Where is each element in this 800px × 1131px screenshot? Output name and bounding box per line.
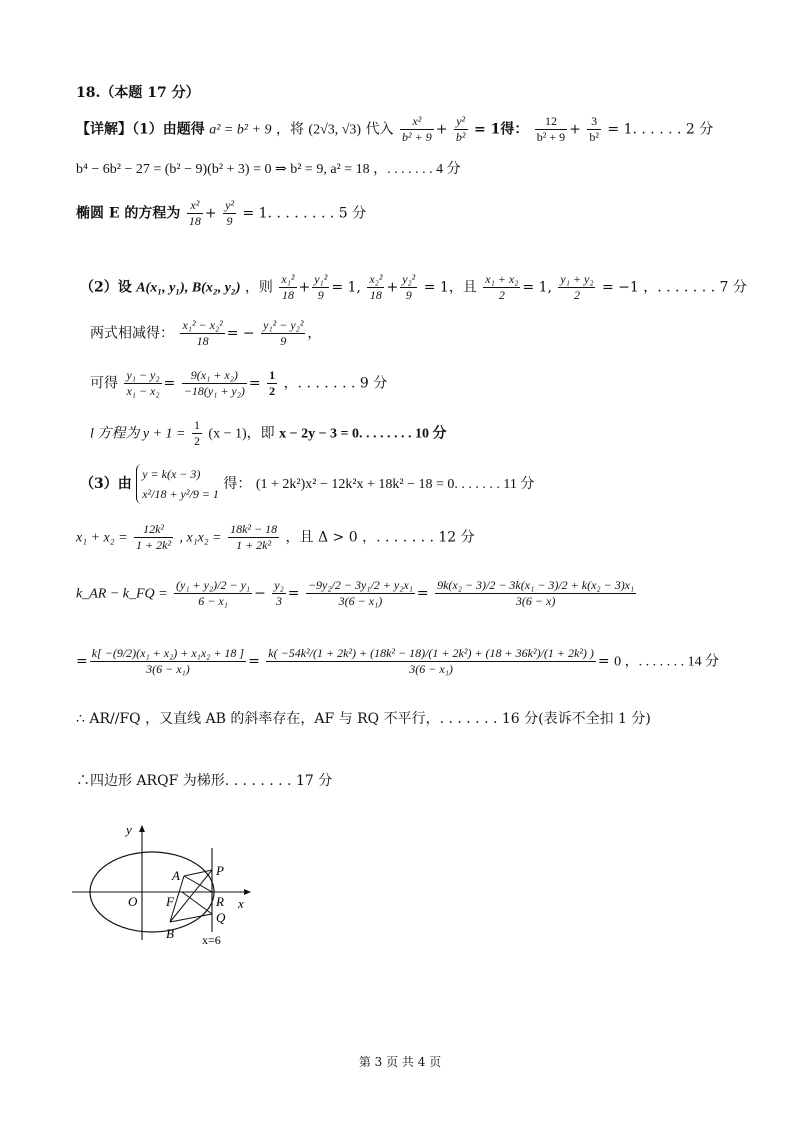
- score-7: = −1 ，. . . . . . . 7 分: [601, 279, 747, 296]
- label-O: O: [128, 894, 138, 909]
- segment-BQ: [170, 914, 212, 922]
- line-l-equation: l 方程为 y + 1 =: [90, 426, 186, 442]
- fraction: $\frac{\text{y₂}}{3}$: [274, 578, 284, 608]
- product-label: , x₁x₂ =: [179, 530, 222, 546]
- fraction: $\frac{\text{k[ −(9/2)(x₁ + x₂) + x₁x₂ + 18 ]}}{\text{3(6 − x₁)}}$: [91, 646, 245, 676]
- y-axis-arrow: [139, 825, 145, 832]
- fraction: $\frac{\text{9k(x₂ − 3)/2 − 3k(x₁ − 3)/2 + k(x₂ − 3)x₁}}{3(6 - x)}$: [437, 578, 635, 608]
- label-x: x: [238, 896, 244, 911]
- label-Q: Q: [216, 910, 226, 925]
- relation: a² = b² + 9: [209, 122, 272, 138]
- label-F: F: [166, 894, 174, 909]
- fraction: $\frac{\text{y₂²}}{9}$: [402, 272, 416, 302]
- label-P: P: [216, 863, 224, 878]
- part1-line3: 椭圆 E 的方程为 $\frac{\text{x²}}{18}$ + $\frac{\text{y²}}{9}$ = 1. . . . . . . . 5 分: [76, 198, 367, 228]
- part3-line5: ∴ AR//FQ ，又直线 AB 的斜率存在，AF 与 RQ 不平行，. . . . . . . 16 分(表诉不全扣 1 分): [76, 711, 651, 727]
- equation-system: y = k(x − 3) x²/18 + y²/9 = 1: [136, 464, 219, 504]
- fraction: $\frac{\text{y²}}{9}$: [225, 198, 234, 228]
- label-y: y: [126, 822, 132, 837]
- text-get: 得：: [223, 476, 252, 492]
- fraction: $\frac{\text{x₂²}}{18}$: [369, 272, 383, 302]
- fraction: $\frac{\text{9(x₁ + x₂)}}{\text{−18(y₁ + y₂)}}$: [183, 368, 245, 398]
- fraction: $\frac{12}{\text{b² + 9}}$: [536, 114, 566, 144]
- problem-header: 18.（本题 17 分）: [76, 85, 200, 101]
- fraction: $\frac{\text{y₁² − y₂²}}{9}$: [263, 318, 304, 348]
- fraction: $\frac{3}{\text{b²}}$: [589, 114, 599, 144]
- score-12: ，且 Δ > 0 ，. . . . . . . 12 分: [285, 529, 475, 546]
- fraction: $\frac{\text{y₁ − y₂}}{\text{x₁ − x₂}}$: [126, 368, 160, 398]
- label-B: B: [166, 926, 174, 941]
- fraction: $\frac{\text{x²}}{18}$: [188, 198, 201, 228]
- part2-line2: 两式相减得： $\frac{\text{x₁² − x₂²}}{18}$ = − $\frac{\text{y₁² − y₂²}}{9}$ ，: [90, 318, 322, 348]
- score-2: = 1. . . . . . 2 分: [607, 121, 714, 138]
- fraction: $\frac{\text{y²}}{\text{b²}}$: [455, 114, 466, 144]
- part2-line1: （2）设 A(x₁, y₁), B(x₂, y₂) ，则 $\frac{\text{x₁²}}{18}$ + $\frac{\text{y₁²}}{9}$ = 1, $\frac{\text{x₂²}}{18}$ + $\frac{\text{y₂²}}{9}$ = 1，且 $\frac{\text{x₁ + x₂}}{2}$ = 1, $\frac{\text{y₁ + y₂}}{2}$ = −1 ，. . . . . . . 7 分: [80, 272, 747, 302]
- score-11: (1 + 2k²)x² − 12k²x + 18k² − 18 = 0. . . . . . . 11 分: [255, 477, 535, 492]
- fraction: $\frac{1}{2}$: [269, 368, 276, 398]
- score-10: x − 2y − 3 = 0. . . . . . . . 10 分: [279, 426, 447, 442]
- x-axis-arrow: [244, 889, 251, 895]
- score-14: 0 ，. . . . . . . 14 分: [614, 654, 720, 670]
- part2-line4: [90, 418, 447, 449]
- slope-difference: k_AR − k_FQ =: [76, 586, 168, 602]
- part3-line3: k_AR − k_FQ = $\frac{\text{(y₁ + y₂)/2 − y₁}}{\text{6 − x₁}}$ − $\frac{\text{y₂}}{3}$ = $\frac{\text{−9y₂/2 − 3y₁/2 + y₂x₁}}{\text{3(6 − x₁)}}$ = $\frac{\text{9k(x₂ − 3)/2 − 3k(x₁ − 3)/2 + k(x₂ − 3)x₁}}{3(6 - x)}$: [76, 578, 635, 608]
- part3-line2: [76, 522, 475, 553]
- label-R: R: [216, 894, 224, 909]
- text-equals: = 1得：: [473, 121, 529, 138]
- page-footer: 第 3 页 共 4 页: [358, 1055, 442, 1069]
- part3-line4: = $\frac{\text{k[ −(9/2)(x₁ + x₂) + x₁x₂ + 18 ]}}{\text{3(6 − x₁)}}$ = k( −54k²/(1 + 2k²) + (18k² − 18)/(1 + 2k²) + (18 + 36k²)/(1 + 2k²) ) 3(6 − x₁) = 0 ，. . . . . . . 14 分: [76, 646, 720, 676]
- text-mid: (x − 1)，即: [208, 426, 275, 442]
- part2-line3: 可得 $\frac{\text{y₁ − y₂}}{\text{x₁ − x₂}}$ = $\frac{\text{9(x₁ + x₂)}}{\text{−18(y₁ + y₂)}}$ = $\frac{1}{2}$ ，. . . . . . . 9 分: [90, 368, 388, 398]
- score-9: ，. . . . . . . 9 分: [283, 375, 388, 392]
- text-then: ，则: [244, 279, 273, 296]
- fraction: $\frac{\text{18k² − 18}}{\text{1 + 2k²}}$: [230, 522, 278, 552]
- label-A: A: [172, 868, 180, 883]
- score-5: = 1. . . . . . . . 5 分: [242, 205, 367, 222]
- ellipse-figure: [66, 820, 266, 950]
- part3-prefix: （3）由: [80, 476, 132, 492]
- fraction: $\frac{\text{x₁²}}{18}$: [281, 272, 295, 302]
- part1-line1: 【详解】（1）由题得 a² = b² + 9 ，将 (2√3, √3) 代入 $\frac{\text{x²}}{\text{b² + 9}}$ + $\frac{\text{y²}}{\text{b²}}$ = 1得： $\frac{12}{\text{b² + 9}}$ + $\frac{3}{\text{b²}}$ = 1. . . . . . 2 分: [76, 114, 714, 144]
- text-mid: ，将: [275, 121, 304, 138]
- fraction: k( −54k²/(1 + 2k²) + (18k² − 18)/(1 + 2k²) + (18 + 36k²)/(1 + 2k²) ) 3(6 − x₁): [268, 646, 594, 676]
- fraction: $\frac{\text{−9y₂/2 − 3y₁/2 + y₂x₁}}{\text{3(6 − x₁)}}$: [307, 578, 413, 608]
- label-line-x6: x=6: [202, 933, 221, 947]
- subtract-label: 两式相减得：: [90, 325, 174, 342]
- text-and: = 1，且: [423, 279, 477, 296]
- segment-AR: [184, 876, 212, 892]
- fraction: $\frac{\text{y₁ + y₂}}{2}$: [560, 272, 594, 302]
- sum-label: x₁ + x₂ =: [76, 530, 128, 546]
- ellipse-label: 椭圆 E 的方程为: [76, 205, 181, 222]
- fraction: $\frac{\text{y₁²}}{9}$: [314, 272, 328, 302]
- obtain-label: 可得: [90, 375, 118, 392]
- segment-FQ: [182, 892, 212, 914]
- fraction: $\frac{\text{x₁ + x₂}}{2}$: [485, 272, 519, 302]
- fraction: $\frac{\text{x₁² − x₂²}}{18}$: [182, 318, 223, 348]
- part3-line6: ∴四边形 ARQF 为梯形. . . . . . . . 17 分: [76, 773, 333, 789]
- points: A(x₁, y₁), B(x₂, y₂): [136, 280, 241, 296]
- fraction: $\frac{\text{x²}}{\text{b² + 9}}$: [402, 114, 432, 144]
- part1-prefix: 【详解】（1）由题得: [76, 121, 205, 138]
- fraction: $\frac{1}{2}$: [193, 418, 200, 448]
- part3-line1: [80, 464, 534, 504]
- part2-prefix: （2）设: [80, 279, 132, 296]
- part1-line2: b⁴ − 6b² − 27 = (b² − 9)(b² + 3) = 0 ⇒ b² = 9, a² = 18 ，. . . . . . . 4 分: [76, 162, 461, 177]
- fraction: $\frac{\text{(y₁ + y₂)/2 − y₁}}{\text{6 − x₁}}$: [176, 578, 251, 608]
- text-substitute: 代入: [365, 121, 394, 138]
- point-value: (2√3, √3): [308, 122, 362, 138]
- fraction: $\frac{\text{12k²}}{\text{1 + 2k²}}$: [136, 522, 172, 552]
